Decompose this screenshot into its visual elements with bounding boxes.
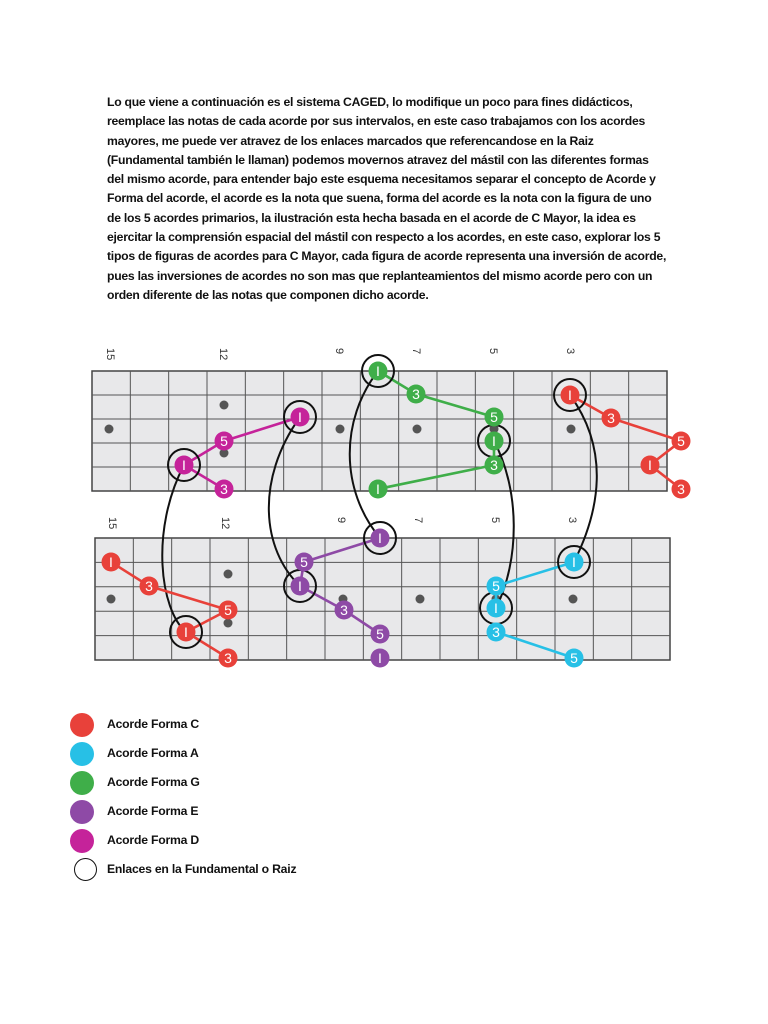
note-c-root <box>102 553 121 572</box>
legend-item-g <box>70 771 390 799</box>
note-c-5 <box>219 601 238 620</box>
fretboard-top-background <box>92 371 667 491</box>
note-interval-label: 5 <box>677 433 685 449</box>
fret-number-12: 12 <box>219 517 231 530</box>
fret-number-15: 15 <box>106 517 118 530</box>
note-c-root <box>641 456 660 475</box>
fret-inlay-dot <box>567 425 576 434</box>
note-interval-label: I <box>378 650 382 666</box>
note-interval-label: 3 <box>677 481 685 497</box>
intro-paragraph: Lo que viene a continuación es el sistema CAGED, lo modifique un poco para fines didácticos, reemplace las notas de cada acorde por sus intervalos, en este caso trabajamos con los acordes mayores, me puede ver atravez de los enlaces marcados que referencandose en la Raiz (Fundamental también le llaman) podemos movernos atravez del mástil con las diferentes formas del mismo acorde, para entender bajo este esquema necesitamos separar el concepto de Acorde y Forma del acorde, el acorde es la nota que suena, forma del acorde es la nota con la figura de uno de los 5 acordes primarios, la ilustración esta hecha basada en el acorde de C Mayor, la idea es ejercitar la comprensión espacial del mástil con respecto a los acordes, en este caso, explorar los 5 tipos de figuras de acordes para C Mayor, cada figura de acorde representa una inversión de acorde, pues las inversiones de acordes no son mas que replanteamientos del mismo acorde pero con un orden diferente de las notas que componen dicho acorde. <box>107 95 667 302</box>
fret-inlay-dot <box>413 425 422 434</box>
ring-icon <box>74 858 97 881</box>
note-e-root <box>371 649 390 668</box>
note-e-3 <box>335 601 354 620</box>
note-interval-label: I <box>376 363 380 379</box>
note-interval-label: I <box>376 481 380 497</box>
fret-number-9: 9 <box>333 348 345 355</box>
note-interval-label: I <box>298 409 302 425</box>
note-interval-label: I <box>298 578 302 594</box>
fret-inlay-dot <box>336 425 345 434</box>
note-interval-label: 5 <box>570 650 578 666</box>
note-interval-label: I <box>568 387 572 403</box>
note-interval-label: I <box>572 554 576 570</box>
note-e-root <box>371 529 390 548</box>
note-g-3 <box>407 385 426 404</box>
magenta-dot-icon <box>70 829 94 853</box>
fret-inlay-dot <box>220 401 229 410</box>
fret-inlay-dot <box>416 595 425 604</box>
cyan-dot-icon <box>70 742 94 766</box>
note-interval-label: 3 <box>220 481 228 497</box>
note-interval-label: 5 <box>490 409 498 425</box>
note-interval-label: 3 <box>607 410 615 426</box>
note-interval-label: 3 <box>224 650 232 666</box>
red-dot-icon <box>70 713 94 737</box>
fret-inlay-dot <box>224 619 233 628</box>
note-interval-label: 5 <box>220 433 228 449</box>
purple-dot-icon <box>70 800 94 824</box>
note-interval-label: I <box>182 457 186 473</box>
green-dot-icon <box>70 771 94 795</box>
note-a-3 <box>487 623 506 642</box>
note-c-5 <box>672 432 691 451</box>
note-interval-label: 5 <box>224 602 232 618</box>
legend-label-g: Acorde Forma G <box>107 775 200 789</box>
note-interval-label: 3 <box>490 457 498 473</box>
note-a-root <box>565 553 584 572</box>
note-c-3 <box>672 480 691 499</box>
legend-label-d: Acorde Forma D <box>107 833 200 847</box>
note-e-5 <box>295 553 314 572</box>
note-interval-label: I <box>648 457 652 473</box>
note-interval-label: 3 <box>492 624 500 640</box>
legend-label-e: Acorde Forma E <box>107 804 199 818</box>
note-interval-label: I <box>492 433 496 449</box>
note-c-3 <box>602 409 621 428</box>
fret-inlay-dot <box>569 595 578 604</box>
note-g-5 <box>485 408 504 427</box>
note-e-root <box>291 577 310 596</box>
note-c-root <box>561 386 580 405</box>
note-interval-label: 5 <box>376 626 384 642</box>
note-d-root <box>175 456 194 475</box>
note-interval-label: I <box>494 600 498 616</box>
note-interval-label: 5 <box>300 554 308 570</box>
legend-item-ring <box>70 858 390 886</box>
note-c-3 <box>140 577 159 596</box>
fret-number-5: 5 <box>489 517 501 524</box>
legend-item-a <box>70 742 390 770</box>
legend-label-a: Acorde Forma A <box>107 746 199 760</box>
note-d-5 <box>215 432 234 451</box>
fret-number-7: 7 <box>412 517 424 524</box>
legend-label-ring: Enlaces en la Fundamental o Raiz <box>107 862 297 876</box>
fret-number-9: 9 <box>335 517 347 524</box>
fret-number-5: 5 <box>487 348 499 355</box>
legend-label-c: Acorde Forma C <box>107 717 200 731</box>
note-g-root <box>369 362 388 381</box>
legend-item-d <box>70 829 390 857</box>
note-g-root <box>369 480 388 499</box>
note-c-3 <box>219 649 238 668</box>
note-interval-label: I <box>184 624 188 640</box>
fret-inlay-dot <box>105 425 114 434</box>
fretboard-top-fret-numbers <box>104 348 576 360</box>
fret-number-15: 15 <box>104 348 116 361</box>
note-e-5 <box>371 625 390 644</box>
note-interval-label: I <box>378 530 382 546</box>
fretboard-bottom-fret-numbers <box>106 517 578 529</box>
fret-inlay-dot <box>224 570 233 579</box>
note-a-5 <box>565 649 584 668</box>
legend-item-e <box>70 800 390 828</box>
note-g-root <box>485 432 504 451</box>
legend-item-c <box>70 713 390 741</box>
fret-number-7: 7 <box>410 348 422 355</box>
fret-number-3: 3 <box>564 348 576 355</box>
note-interval-label: 5 <box>492 578 500 594</box>
note-interval-label: 3 <box>145 578 153 594</box>
fret-inlay-dot <box>107 595 116 604</box>
note-interval-label: 3 <box>412 386 420 402</box>
note-g-3 <box>485 456 504 475</box>
note-a-root <box>487 599 506 618</box>
caged-fretboard-diagram <box>0 330 768 680</box>
fret-number-3: 3 <box>566 517 578 524</box>
note-d-3 <box>215 480 234 499</box>
note-interval-label: I <box>109 554 113 570</box>
note-interval-label: 3 <box>340 602 348 618</box>
note-a-5 <box>487 577 506 596</box>
note-d-root <box>291 408 310 427</box>
fret-number-12: 12 <box>217 348 229 361</box>
note-c-root <box>177 623 196 642</box>
